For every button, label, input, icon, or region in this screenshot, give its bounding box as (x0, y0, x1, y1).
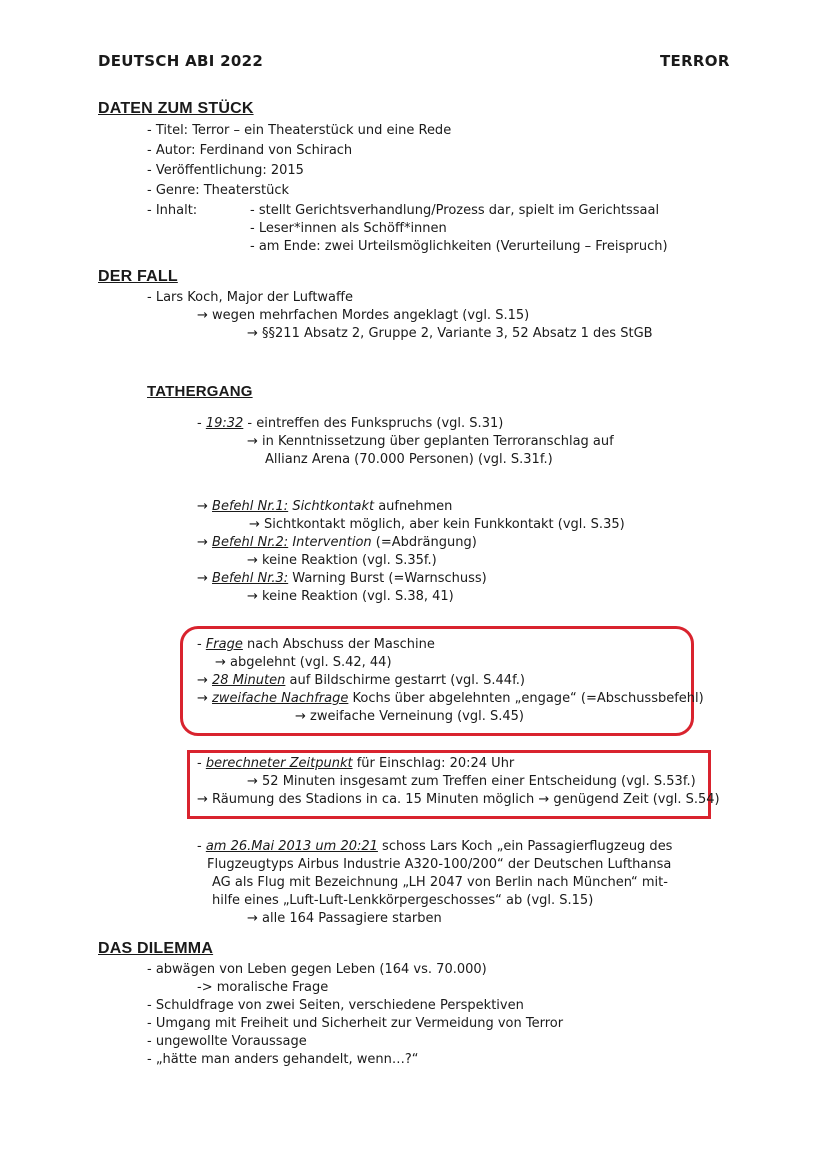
dilemma-line: - Schuldfrage von zwei Seiten, verschiedene Perspektiven (147, 998, 524, 1013)
daten-inhalt-item: - stellt Gerichtsverhandlung/Prozess dar, spielt im Gerichtssaal (250, 203, 660, 218)
box1-line: → abgelehnt (vgl. S.42, 44) (215, 655, 392, 670)
abschuss-line: Flugzeugtyps Airbus Industrie A320-100/200“ der Deutschen Lufthansa (207, 857, 672, 872)
box1-minuten: → 28 Minuten auf Bildschirme gestarrt (vgl. S.44f.) (197, 673, 525, 688)
abschuss-line: - am 26.Mai 2013 um 20:21 schoss Lars Koch „ein Passagierflugzeug des (197, 839, 673, 854)
box1-line: → zweifache Verneinung (vgl. S.45) (295, 709, 524, 724)
box2-line: → 52 Minuten insgesamt zum Treffen einer Entscheidung (vgl. S.53f.) (247, 774, 696, 789)
abschuss-line: AG als Flug mit Bezeichnung „LH 2047 von Berlin nach München“ mit- (212, 875, 668, 890)
daten-titel: - Titel: Terror – ein Theaterstück und eine Rede (147, 123, 452, 138)
section-heading-daten: DATEN ZUM STÜCK (98, 100, 254, 117)
box2-line: → Räumung des Stadions in ca. 15 Minuten möglich → genügend Zeit (vgl. S.54) (197, 792, 720, 807)
tathergang-funkspruch: - 19:32 - eintreffen des Funkspruchs (vgl. S.31) (197, 416, 504, 431)
daten-inhalt-item: - Leser*innen als Schöff*innen (250, 221, 447, 236)
fall-line: → §§211 Absatz 2, Gruppe 2, Variante 3, 52 Absatz 1 des StGB (247, 326, 653, 341)
fall-line: → wegen mehrfachen Mordes angeklagt (vgl. S.15) (197, 308, 530, 323)
daten-genre: - Genre: Theaterstück (147, 183, 290, 198)
dilemma-line: - „hätte man anders gehandelt, wenn…?“ (147, 1052, 419, 1067)
befehl-2-result: → keine Reaktion (vgl. S.35f.) (247, 553, 437, 568)
header-left: DEUTSCH ABI 2022 (98, 52, 264, 70)
daten-veroeffentlichung: - Veröffentlichung: 2015 (147, 163, 304, 178)
dilemma-line: -> moralische Frage (197, 980, 329, 995)
fall-line: - Lars Koch, Major der Luftwaffe (147, 290, 353, 305)
daten-autor: - Autor: Ferdinand von Schirach (147, 143, 353, 158)
box1-frage: - Frage nach Abschuss der Maschine (197, 637, 435, 652)
daten-inhalt-item: - am Ende: zwei Urteilsmöglichkeiten (Verurteilung – Freispruch) (250, 239, 668, 254)
befehl-3-result: → keine Reaktion (vgl. S.38, 41) (247, 589, 454, 604)
dilemma-line: - ungewollte Voraussage (147, 1034, 307, 1049)
box1-nachfrage: → zweifache Nachfrage Kochs über abgelehnten „engage“ (=Abschussbefehl) (197, 691, 704, 706)
befehl-1: → Befehl Nr.1: Sichtkontakt aufnehmen (197, 499, 453, 514)
dilemma-line: - abwägen von Leben gegen Leben (164 vs. 70.000) (147, 962, 487, 977)
daten-inhalt-label: - Inhalt: (147, 203, 198, 218)
befehl-2: → Befehl Nr.2: Intervention (=Abdrängung) (197, 535, 477, 550)
abschuss-line: hilfe eines „Luft-Luft-Lenkkörpergeschosses“ ab (vgl. S.15) (212, 893, 594, 908)
box2-zeitpunkt: - berechneter Zeitpunkt für Einschlag: 20:24 Uhr (197, 756, 515, 771)
header-right: TERROR (660, 52, 730, 70)
befehl-3: → Befehl Nr.3: Warning Burst (=Warnschuss) (197, 571, 487, 586)
section-heading-tathergang: TATHERGANG (147, 383, 253, 400)
tathergang-line: Allianz Arena (70.000 Personen) (vgl. S.31f.) (265, 452, 553, 467)
section-heading-dilemma: DAS DILEMMA (98, 940, 214, 957)
befehl-1-result: → Sichtkontakt möglich, aber kein Funkkontakt (vgl. S.35) (249, 517, 625, 532)
tathergang-line: → in Kenntnissetzung über geplanten Terroranschlag auf (247, 434, 614, 449)
dilemma-line: - Umgang mit Freiheit und Sicherheit zur Vermeidung von Terror (147, 1016, 564, 1031)
abschuss-line: → alle 164 Passagiere starben (247, 911, 442, 926)
section-heading-fall: DER FALL (98, 268, 178, 285)
